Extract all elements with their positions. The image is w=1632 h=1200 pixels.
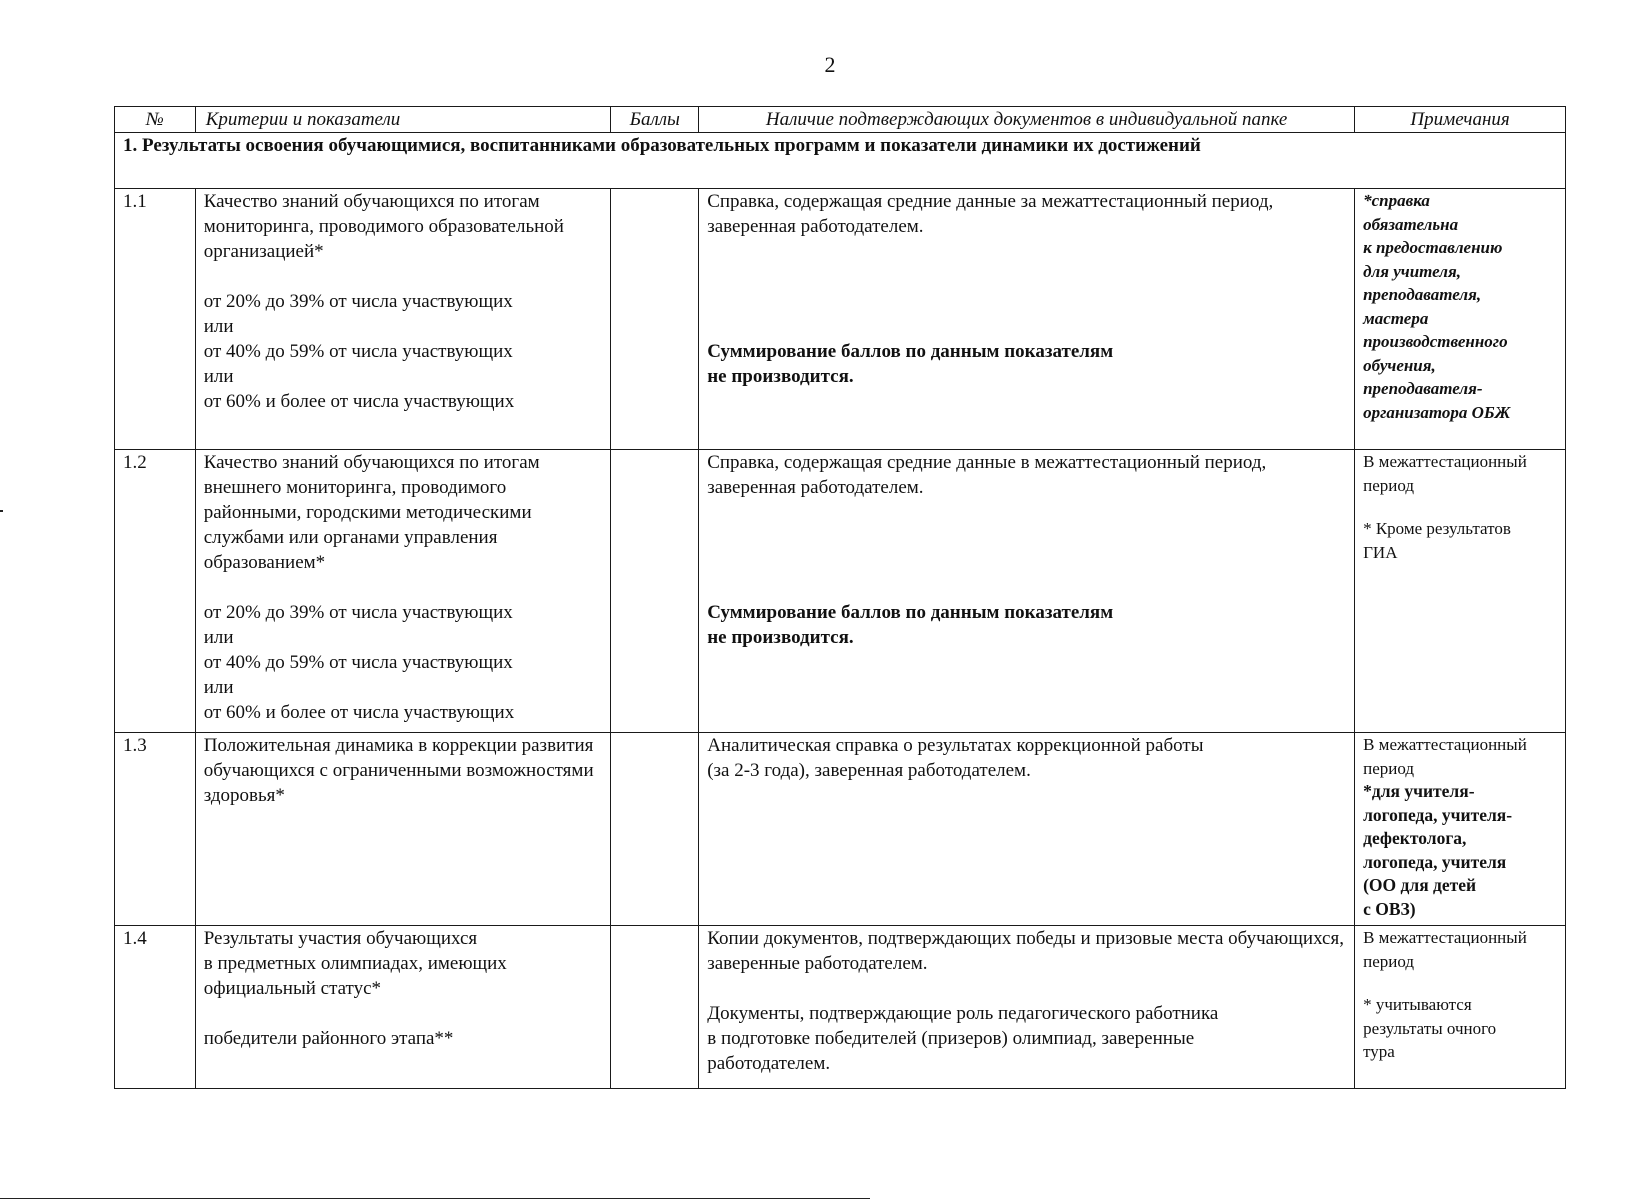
- documents-cell: [699, 926, 1355, 1089]
- page-number: 2: [824, 52, 836, 77]
- criteria-main: Положительная динамика в коррекции развития обучающихся с ограниченными возможностями здоровья*: [203, 735, 594, 806]
- row-number: 1.2: [115, 450, 196, 733]
- criteria-levels: победители районного этапа**: [203, 1028, 454, 1049]
- header-notes: Примечания: [1355, 107, 1566, 133]
- notes-cell: [1355, 450, 1566, 733]
- scan-margin-mark: [0, 510, 3, 512]
- criteria-main: Качество знаний обучающихся по итогам внешнего мониторинга, проводимого районными, городскими методическими службами или органами управления образованием*: [203, 452, 540, 573]
- criteria-levels: от 20% до 39% от числа участвующих или от 40% до 59% от числа участвующих или от 60% и более от числа участвующих: [203, 291, 515, 412]
- documents-cell: [699, 450, 1355, 733]
- criteria-cell: [195, 926, 611, 1089]
- notes-extra: * учитываются результаты очного тура: [1363, 995, 1497, 1061]
- row-number: 1.3: [115, 733, 196, 926]
- documents-main: Справка, содержащая средние данные в межаттестационный период, заверенная работодателем.: [707, 452, 1267, 498]
- table-row: [115, 450, 1566, 733]
- notes-bold: *для учителя- логопеда, учителя- дефектолога, логопеда, учителя (ОО для детей с ОВЗ): [1363, 781, 1513, 919]
- table-row: [115, 733, 1566, 926]
- notes-period: В межаттестационный период: [1363, 928, 1527, 971]
- header-criteria: Критерии и показатели: [195, 107, 611, 133]
- documents-main: Справка, содержащая средние данные за межаттестационный период, заверенная работодателем.: [707, 191, 1274, 237]
- notes-cell: [1355, 189, 1566, 450]
- section-row: [115, 133, 1566, 189]
- notes-extra: * Кроме результатов ГИА: [1363, 519, 1511, 562]
- row-number: 1.4: [115, 926, 196, 1089]
- table-row: [115, 926, 1566, 1089]
- documents-extra: Документы, подтверждающие роль педагогического работника в подготовке победителей (призеров) олимпиад, заверенные работодателем.: [707, 1003, 1219, 1074]
- points-cell: [611, 733, 699, 926]
- notes-period: В межаттестационный период: [1363, 735, 1527, 778]
- notes-cell: [1355, 926, 1566, 1089]
- header-documents: Наличие подтверждающих документов в индивидуальной папке: [699, 107, 1355, 133]
- points-cell: [611, 926, 699, 1089]
- notes-cell: [1355, 733, 1566, 926]
- documents-main: Аналитическая справка о результатах коррекционной работы (за 2-3 года), заверенная работодателем.: [707, 735, 1204, 781]
- footer-rule: [0, 1198, 870, 1199]
- documents-cell: [699, 189, 1355, 450]
- documents-note: Суммирование баллов по данным показателям не производится.: [707, 341, 1114, 387]
- table-header-row: [115, 107, 1566, 133]
- criteria-cell: [195, 189, 611, 450]
- documents-main: Копии документов, подтверждающих победы и призовые места обучающихся, заверенные работодателем.: [707, 928, 1344, 974]
- section-title: 1. Результаты освоения обучающимися, воспитанниками образовательных программ и показатели динамики их достижений: [115, 133, 1566, 189]
- row-number: 1.1: [115, 189, 196, 450]
- criteria-main: Качество знаний обучающихся по итогам мониторинга, проводимого образовательной организацией*: [203, 191, 564, 262]
- documents-cell: [699, 733, 1355, 926]
- notes-text: *справка обязательна к предоставлению для учителя, преподавателя, мастера производственного обучения, преподавателя- организатора ОБЖ: [1363, 191, 1511, 422]
- criteria-main: Результаты участия обучающихся в предметных олимпиадах, имеющих официальный статус*: [203, 928, 507, 999]
- points-cell: [611, 450, 699, 733]
- header-num: №: [115, 107, 196, 133]
- notes-period: В межаттестационный период: [1363, 452, 1527, 495]
- criteria-cell: [195, 450, 611, 733]
- table-row: [115, 189, 1566, 450]
- criteria-cell: [195, 733, 611, 926]
- documents-note: Суммирование баллов по данным показателям не производится.: [707, 602, 1114, 648]
- criteria-table: [114, 106, 1566, 1089]
- points-cell: [611, 189, 699, 450]
- header-points: Баллы: [611, 107, 699, 133]
- criteria-levels: от 20% до 39% от числа участвующих или от 40% до 59% от числа участвующих или от 60% и более от числа участвующих: [203, 602, 515, 723]
